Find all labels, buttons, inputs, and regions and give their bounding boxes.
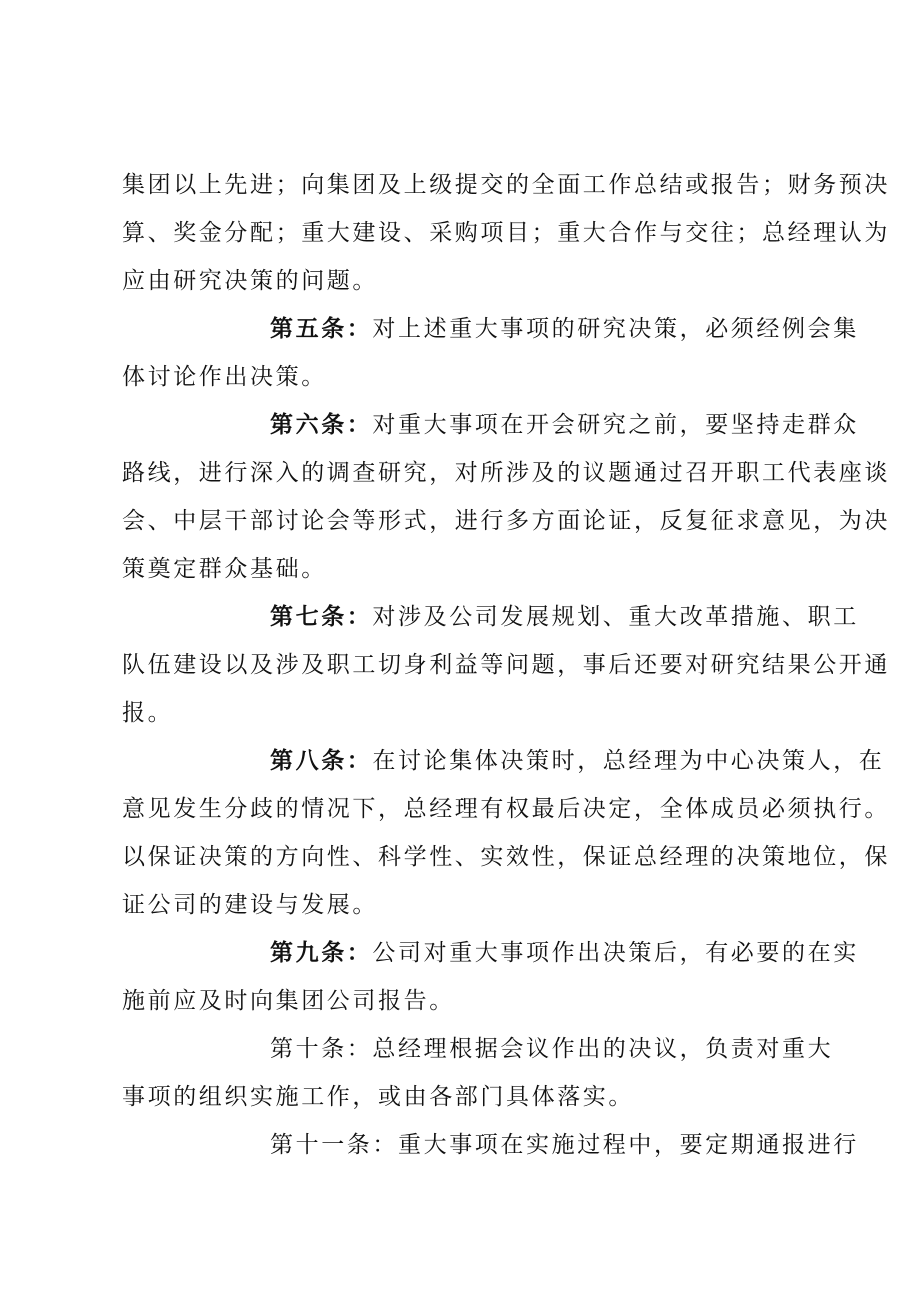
paragraph-line	[122, 362, 327, 392]
article-8-text-1: 在讨论集体决策时，总经理为中心决策人，在	[372, 748, 885, 774]
article-6-text-3: 会、中层干部讨论会等形式，进行多方面论证，反复征求意见，为决	[122, 508, 890, 534]
article-6-label: 第六条：	[270, 411, 373, 438]
paragraph-line	[122, 842, 890, 872]
article-5-first-line	[270, 314, 859, 344]
article-5-text-1: 对上述重大事项的研究决策，必须经例会集	[372, 316, 859, 342]
paragraph-line	[122, 986, 455, 1016]
article-6-text-4: 策奠定群众基础。	[122, 556, 327, 582]
article-8-text-3: 以保证决策的方向性、科学性、实效性，保证总经理的决策地位，保	[122, 844, 890, 870]
paragraph-line	[122, 650, 890, 680]
article-11-text-1: 第十一条：重大事项在实施过程中，要定期通报进行	[270, 1132, 859, 1158]
article-8-label: 第八条：	[270, 747, 373, 774]
article-5-text-2: 体讨论作出决策。	[122, 364, 327, 390]
article-7-text-2: 队伍建设以及涉及职工切身利益等问题，事后还要对研究结果公开通	[122, 652, 890, 678]
paragraph-line	[122, 890, 378, 920]
paragraph-line	[122, 698, 173, 728]
intro-line-1: 集团以上先进；向集团及上级提交的全面工作总结或报告；财务预决	[122, 172, 890, 198]
intro-line-2: 算、奖金分配；重大建设、采购项目；重大合作与交往；总经理认为	[122, 220, 890, 246]
paragraph-line	[122, 554, 327, 584]
article-10-text-1: 第十条：总经理根据会议作出的决议，负责对重大	[270, 1036, 834, 1062]
article-9-first-line	[270, 938, 859, 968]
paragraph-line	[122, 266, 378, 296]
article-5-label: 第五条：	[270, 315, 373, 342]
intro-line-3: 应由研究决策的问题。	[122, 268, 378, 294]
paragraph-line	[122, 218, 890, 248]
paragraph-line	[122, 170, 890, 200]
article-9-label: 第九条：	[270, 939, 373, 966]
article-7-text-3: 报。	[122, 700, 174, 726]
paragraph-line	[122, 458, 890, 488]
paragraph-line	[122, 506, 890, 536]
article-6-first-line	[270, 410, 859, 440]
article-7-label: 第七条：	[270, 603, 373, 630]
paragraph-line	[122, 794, 890, 824]
article-11-first-line	[270, 1130, 859, 1160]
article-8-first-line	[270, 746, 884, 776]
paragraph-line	[122, 1082, 634, 1112]
article-8-text-4: 证公司的建设与发展。	[122, 892, 378, 918]
article-7-text-1: 对涉及公司发展规划、重大改革措施、职工	[372, 604, 859, 630]
article-10-first-line	[270, 1034, 833, 1064]
article-6-text-2: 路线，进行深入的调查研究，对所涉及的议题通过召开职工代表座谈	[122, 460, 890, 486]
article-10-text-2: 事项的组织实施工作，或由各部门具体落实。	[122, 1084, 634, 1110]
article-7-first-line	[270, 602, 859, 632]
article-8-text-2: 意见发生分歧的情况下，总经理有权最后决定，全体成员必须执行。	[122, 796, 890, 822]
article-9-text-1: 公司对重大事项作出决策后，有必要的在实	[372, 940, 859, 966]
article-6-text-1: 对重大事项在开会研究之前，要坚持走群众	[372, 412, 859, 438]
article-9-text-2: 施前应及时向集团公司报告。	[122, 988, 455, 1014]
